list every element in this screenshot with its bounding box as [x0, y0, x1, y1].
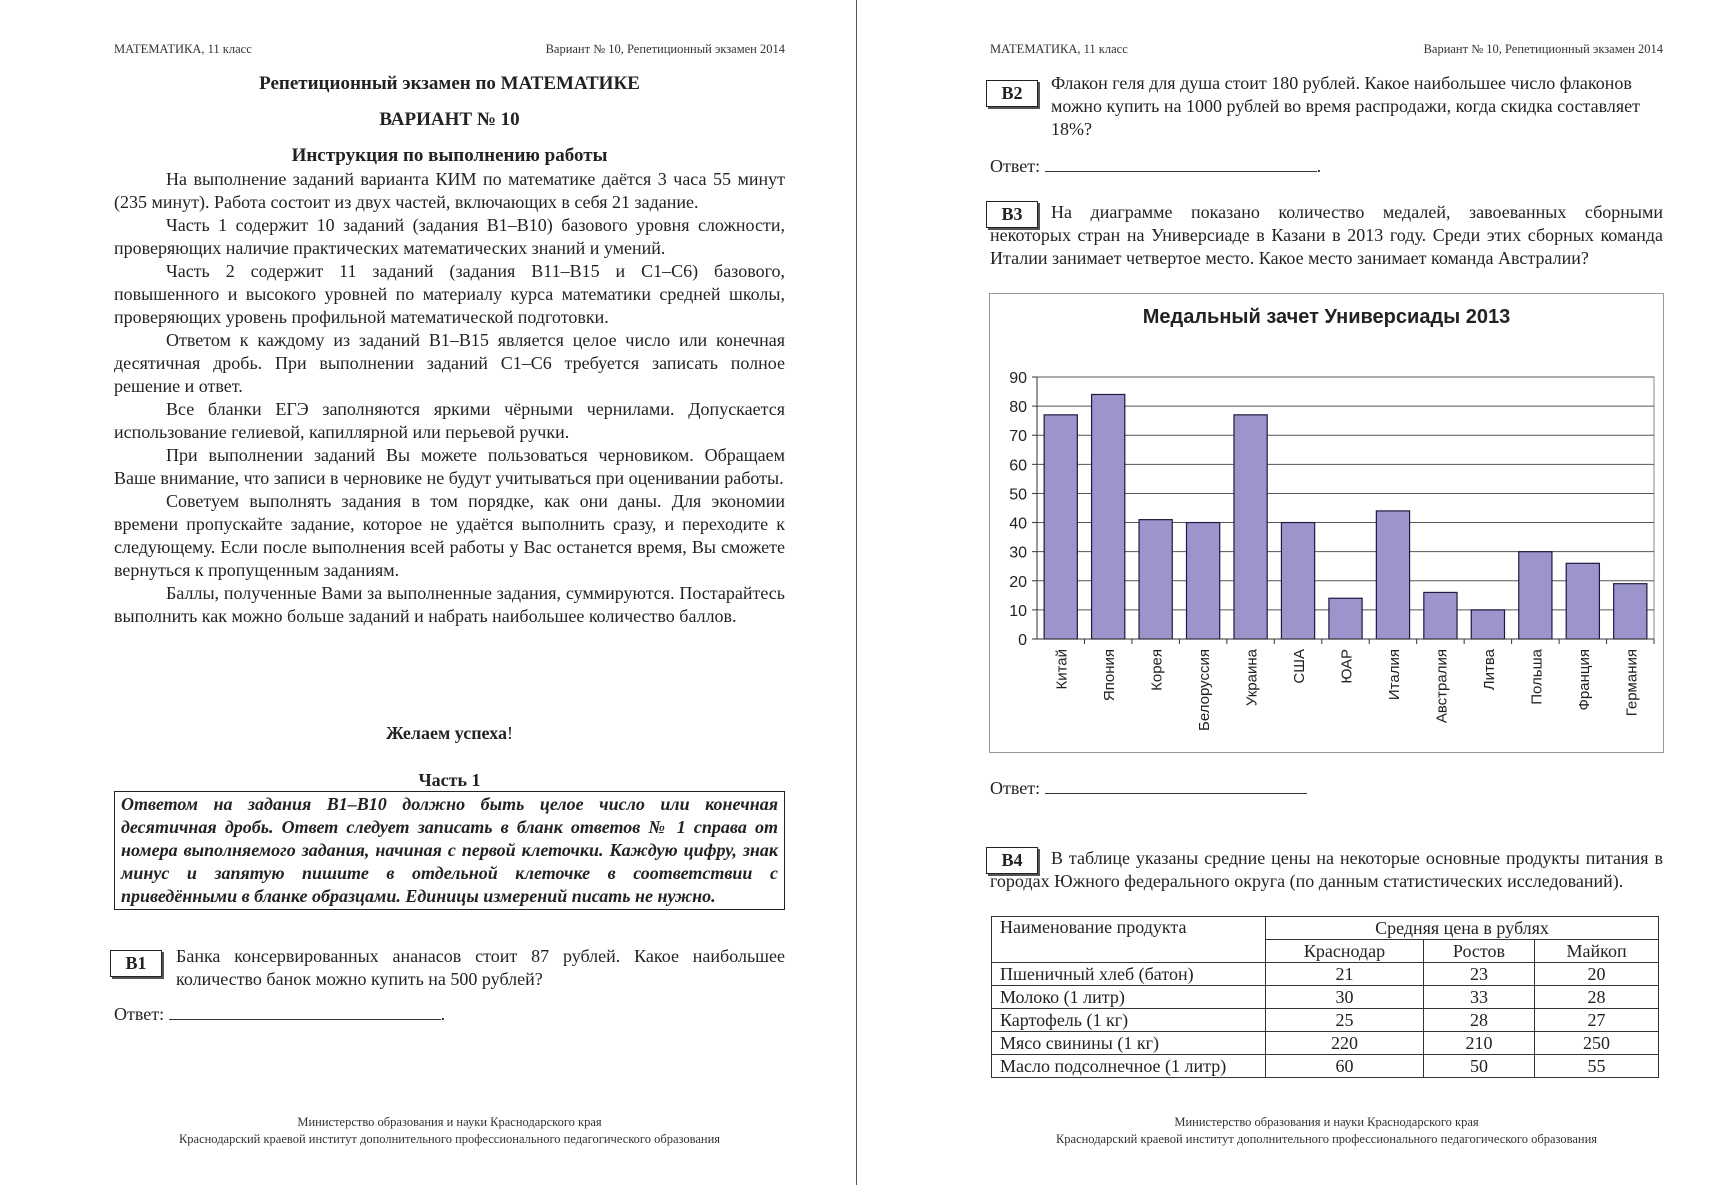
- task-b4-text: В таблице указаны средние цены на некоторые основные продукты питания в городах Южного федерального округа (по данным статистических исследований).: [990, 848, 1663, 891]
- page-divider: [856, 0, 857, 1185]
- b3-answer: [990, 778, 1307, 799]
- price-cell: 25: [1266, 1009, 1424, 1032]
- answer-end: .: [1316, 156, 1322, 176]
- footer-ministry: Министерство образования и науки Краснодарского края: [1174, 1115, 1479, 1129]
- bar-Германия: [1614, 584, 1647, 639]
- x-tick-label: Корея: [1148, 649, 1166, 691]
- bar-Литва: [1471, 610, 1504, 639]
- y-tick-label: 70: [1009, 428, 1027, 446]
- b3-answer-field[interactable]: [1045, 778, 1307, 794]
- product-name: Картофель (1 кг): [992, 1009, 1266, 1032]
- bar-Украина: [1234, 415, 1267, 639]
- table-row: [992, 1009, 1659, 1032]
- x-tick-label: Китай: [1053, 649, 1071, 690]
- footer: [114, 1114, 785, 1148]
- y-tick-label: 50: [1009, 486, 1027, 504]
- y-tick-label: 40: [1009, 515, 1027, 533]
- price-cell: 33: [1423, 986, 1534, 1009]
- wish-mark: !: [506, 723, 513, 743]
- bar-Белоруссия: [1187, 523, 1220, 639]
- bar-Польша: [1519, 552, 1552, 639]
- price-cell: 50: [1423, 1055, 1534, 1078]
- price-cell: 23: [1423, 963, 1534, 986]
- paragraph: Советуем выполнять задания в том порядке, как они даны. Для экономии времени пропускайте задание, которое не удаётся выполнить сразу, и переходите к следующему. Если после выполнения всей работы у Вас останется время, Вы сможете вернуться к пропущенным заданиям.: [114, 491, 785, 580]
- task-b3-text: На диаграмме показано количество медалей, завоеванных сборными некоторых стран на Универсиаде в Казани в 2013 году. Среди этих сборных команда Италии занимает четвертое место. Какое место занимает команда Австралии?: [990, 202, 1663, 268]
- y-tick-label: 60: [1009, 457, 1027, 475]
- chart-plot: [990, 294, 1665, 754]
- header-subject: МАТЕМАТИКА, 11 класс: [114, 42, 252, 56]
- b1-answer: [114, 1004, 445, 1025]
- price-cell: 20: [1535, 963, 1659, 986]
- y-tick-label: 80: [1009, 399, 1027, 417]
- price-cell: 21: [1266, 963, 1424, 986]
- header-variant: Вариант № 10, Репетиционный экзамен 2014: [545, 42, 785, 56]
- product-name: Пшеничный хлеб (батон): [992, 963, 1266, 986]
- paragraph: Баллы, полученные Вами за выполненные задания, суммируются. Постарайтесь выполнить как можно больше заданий и набрать наибольшее количество баллов.: [114, 583, 785, 626]
- y-tick-label: 30: [1009, 544, 1027, 562]
- task-b1-label: B1: [110, 950, 162, 977]
- b2-answer: [990, 156, 1321, 177]
- price-cell: 60: [1266, 1055, 1424, 1078]
- footer-ministry: Министерство образования и науки Краснодарского края: [297, 1115, 602, 1129]
- page-title: Репетиционный экзамен по МАТЕМАТИКЕ: [259, 73, 640, 94]
- bar-Япония: [1092, 394, 1125, 639]
- chart-title: Медальный зачет Универсиады 2013: [1142, 306, 1511, 328]
- product-name: Молоко (1 литр): [992, 986, 1266, 1009]
- table-header-row: [992, 917, 1659, 940]
- bar-ЮАР: [1329, 598, 1362, 639]
- header-product: Наименование продукта: [992, 917, 1266, 963]
- price-table: [991, 916, 1659, 1078]
- price-cell: 30: [1266, 986, 1424, 1009]
- wish-line: [114, 723, 785, 744]
- answer-end: .: [440, 1004, 446, 1024]
- product-name: Мясо свинины (1 кг): [992, 1032, 1266, 1055]
- header-city: Майкоп: [1535, 940, 1659, 963]
- part1-note: Ответом на задания В1–В10 должно быть целое число или конечная десятичная дробь. Ответ следует записать в бланк ответов № 1 справа от номера выполняемого задания, начиная с первой клеточки. Каждую цифру, знак минус и запятую пишите в отдельной клеточке в соответствии с приведёнными в бланке образцами. Единицы измерений писать не нужно.: [114, 791, 785, 910]
- y-tick-label: 90: [1009, 370, 1027, 387]
- x-tick-label: Италия: [1385, 649, 1403, 701]
- b1-answer-field[interactable]: [169, 1004, 441, 1020]
- footer: [990, 1114, 1663, 1148]
- task-b4-label: B4: [986, 847, 1038, 874]
- price-cell: 28: [1535, 986, 1659, 1009]
- task-b2-text: Флакон геля для душа стоит 180 рублей. Какое наибольшее число флаконов можно купить на 1000 рублей во время распродажи, когда скидка составляет 18%?: [1051, 73, 1640, 139]
- task-b3-label: B3: [986, 201, 1038, 228]
- medal-chart: [989, 293, 1664, 753]
- table-row: [992, 1055, 1659, 1078]
- bar-Франция: [1566, 563, 1599, 639]
- table-row: [992, 963, 1659, 986]
- paragraph: На выполнение заданий варианта КИМ по математике даётся 3 часа 55 минут (235 минут). Работа состоит из двух частей, включающих в себя 21 задание.: [114, 169, 785, 212]
- x-tick-label: Литва: [1480, 649, 1498, 691]
- header-city: Ростов: [1423, 940, 1534, 963]
- header-variant: Вариант № 10, Репетиционный экзамен 2014: [1423, 42, 1663, 56]
- x-tick-label: Япония: [1101, 649, 1119, 702]
- table-row: [992, 986, 1659, 1009]
- x-tick-label: Украина: [1243, 649, 1261, 707]
- bar-Италия: [1376, 511, 1409, 639]
- header-price-group: Средняя цена в рублях: [1266, 917, 1659, 940]
- price-cell: 28: [1423, 1009, 1534, 1032]
- price-cell: 55: [1535, 1055, 1659, 1078]
- part1-heading: Часть 1: [418, 770, 481, 790]
- paragraph: При выполнении заданий Вы можете пользоваться черновиком. Обращаем Ваше внимание, что записи в черновике не будут учитываться при оценивании работы.: [114, 445, 785, 488]
- bar-Австралия: [1424, 592, 1457, 639]
- x-tick-label: Австралия: [1433, 649, 1451, 724]
- bar-Китай: [1044, 415, 1077, 639]
- price-cell: 27: [1535, 1009, 1659, 1032]
- variant-title: ВАРИАНТ № 10: [379, 109, 520, 130]
- paragraph: Часть 2 содержит 11 заданий (задания В11–В15 и С1–С6) базового, повышенного и высокого уровней по материалу курса математики средней школы, проверяющих уровень профильной математической подготовки.: [114, 261, 785, 327]
- answer-label: Ответ:: [114, 1004, 165, 1024]
- task-b1-text: Банка консервированных ананасов стоит 87 рублей. Какое наибольшее количество банок можно купить на 500 рублей?: [176, 946, 785, 989]
- footer-institute: Краснодарский краевой институт дополнительного профессионального педагогического образования: [178, 1132, 721, 1146]
- paragraph: Все бланки ЕГЭ заполняются яркими чёрными чернилами. Допускается использование гелиевой, капиллярной или перьевой ручки.: [114, 399, 785, 442]
- product-name: Масло подсолнечное (1 литр): [992, 1055, 1266, 1078]
- task-b2-label: B2: [986, 80, 1038, 107]
- bar-Корея: [1139, 520, 1172, 639]
- instructions-body: [114, 168, 785, 628]
- wish-text: Желаем успеха: [386, 723, 507, 743]
- price-cell: 210: [1423, 1032, 1534, 1055]
- bar-США: [1281, 523, 1314, 639]
- x-tick-label: Белоруссия: [1196, 649, 1214, 731]
- paragraph: Ответом к каждому из заданий В1–В15 является целое число или конечная десятичная дробь. При выполнении заданий С1–С6 требуется записать полное решение и ответ.: [114, 330, 785, 396]
- header-city: Краснодар: [1266, 940, 1424, 963]
- paragraph: Часть 1 содержит 10 заданий (задания В1–В10) базового уровня сложности, проверяющих наличие практических математических знаний и умений.: [114, 215, 785, 258]
- b2-answer-field[interactable]: [1045, 156, 1317, 172]
- x-tick-label: Германия: [1623, 649, 1641, 717]
- footer-institute: Краснодарский краевой институт дополнительного профессионального педагогического образования: [1055, 1132, 1598, 1146]
- y-tick-label: 0: [1018, 632, 1027, 649]
- header-subject: МАТЕМАТИКА, 11 класс: [990, 42, 1128, 56]
- answer-label: Ответ:: [990, 778, 1041, 798]
- y-tick-label: 10: [1009, 602, 1027, 620]
- x-tick-label: США: [1291, 649, 1309, 684]
- y-tick-label: 20: [1009, 573, 1027, 591]
- x-tick-label: ЮАР: [1338, 649, 1356, 684]
- price-cell: 250: [1535, 1032, 1659, 1055]
- answer-label: Ответ:: [990, 156, 1041, 176]
- price-cell: 220: [1266, 1032, 1424, 1055]
- table-row: [992, 1032, 1659, 1055]
- instructions-heading: Инструкция по выполнению работы: [291, 145, 608, 166]
- x-tick-label: Польша: [1528, 649, 1546, 705]
- x-tick-label: Франция: [1575, 649, 1593, 711]
